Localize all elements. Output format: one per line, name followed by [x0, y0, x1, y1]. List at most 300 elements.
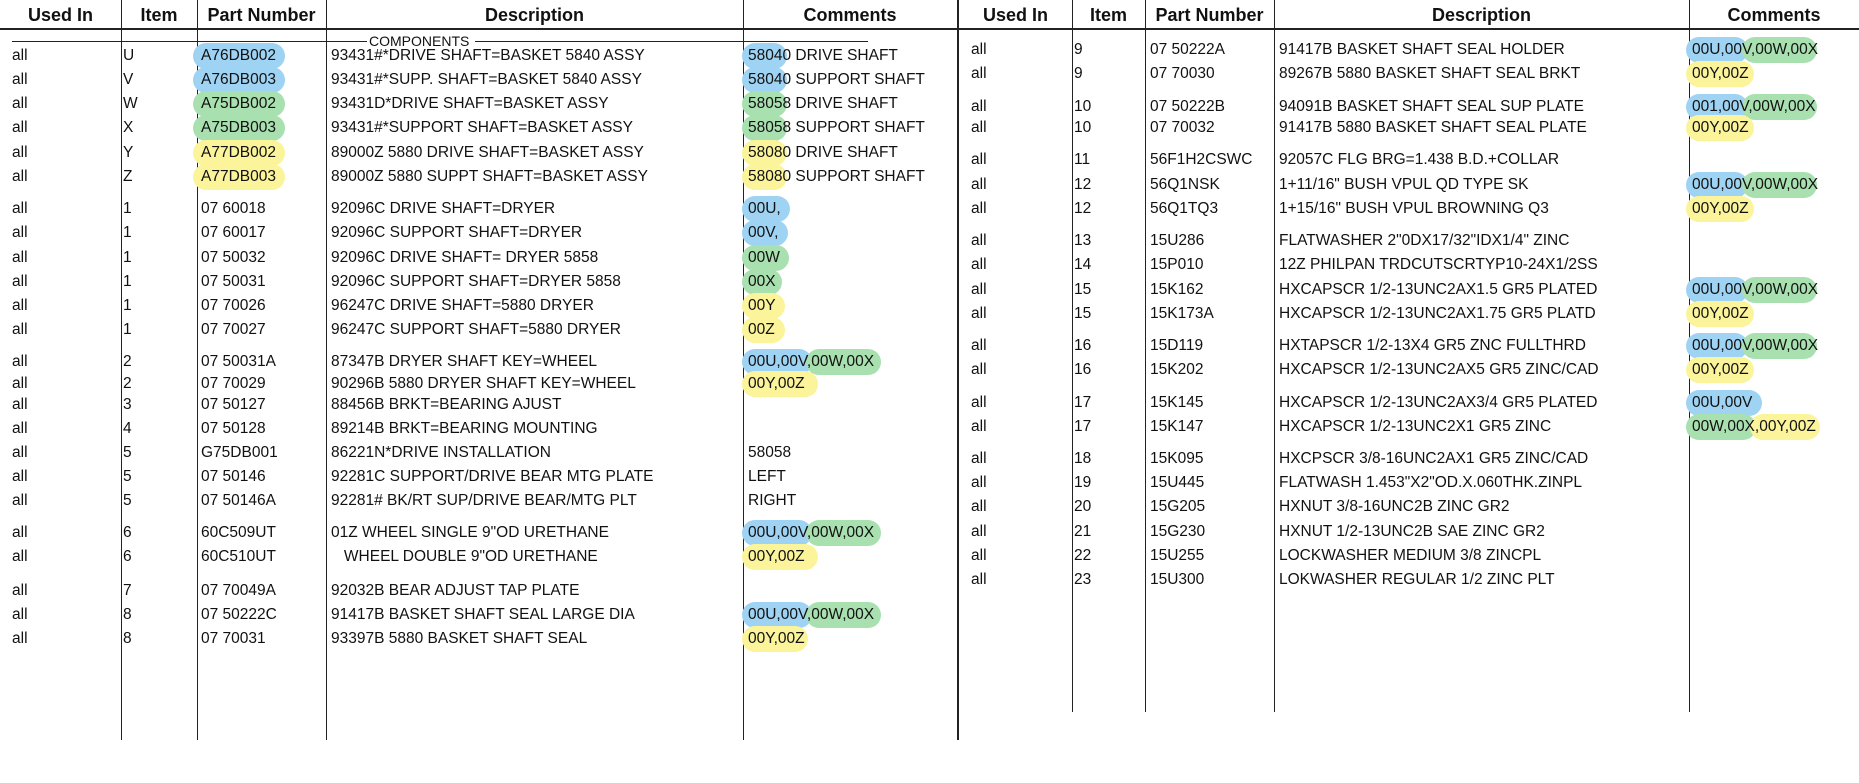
cell-used-in — [971, 391, 1066, 415]
cell-text: HXCAPSCR 1/2-13UNC2AX3/4 GR5 PLATED — [1279, 394, 1598, 411]
cell-text: all — [971, 337, 987, 354]
cell-text: 07 70032 — [1150, 119, 1215, 136]
cell-used-in — [971, 278, 1066, 302]
table-row — [0, 441, 957, 465]
cell-description — [331, 270, 741, 294]
cell-text: G75DB001 — [201, 444, 278, 461]
cell-description — [331, 579, 741, 603]
table-row — [0, 627, 957, 651]
cell-item — [1074, 62, 1142, 86]
cell-text: HXNUT 3/8-16UNC2B ZINC GR2 — [1279, 498, 1510, 515]
cell-used-in — [12, 92, 117, 116]
cell-text: 1 — [123, 273, 132, 290]
cell-description — [331, 521, 741, 545]
cell-text: 18 — [1074, 450, 1092, 467]
cell-part-number — [201, 294, 324, 318]
cell-used-in — [12, 318, 117, 342]
table-row — [959, 495, 1859, 519]
cell-text: 93431#*SUPPORT SHAFT=BASKET ASSY — [331, 119, 633, 136]
cell-text: 87347B DRYER SHAFT KEY=WHEEL — [331, 353, 598, 370]
cell-text: all — [12, 119, 28, 136]
cell-description — [331, 116, 741, 140]
cell-description — [1279, 229, 1687, 253]
cell-comments — [1692, 391, 1857, 415]
cell-text: HXCAPSCR 1/2-13UNC2AX1.75 GR5 PLATD — [1279, 305, 1596, 322]
cell-text: A75DB003 — [201, 119, 276, 136]
cell-used-in — [12, 68, 117, 92]
cell-text: 16 — [1074, 361, 1092, 378]
table-row — [0, 44, 957, 68]
cell-part-number — [1150, 391, 1273, 415]
cell-part-number — [1150, 197, 1273, 221]
cell-item — [123, 44, 195, 68]
cell-text: FLATWASHER 2"0DX17/32"IDX1/4" ZINC — [1279, 232, 1570, 249]
cell-text: 91417B BASKET SHAFT SEAL HOLDER — [1279, 41, 1565, 58]
cell-text: all — [12, 144, 28, 161]
cell-used-in — [971, 415, 1066, 439]
cell-text: 07 50222C — [201, 606, 277, 623]
cell-comments — [748, 197, 953, 221]
table-row — [959, 471, 1859, 495]
cell-text: 93397B 5880 BASKET SHAFT SEAL — [331, 630, 588, 647]
cell-text: 14 — [1074, 256, 1092, 273]
cell-text: 12 — [1074, 176, 1092, 193]
cell-text: all — [971, 361, 987, 378]
cell-description — [1279, 62, 1687, 86]
cell-text: all — [12, 548, 28, 565]
cell-text: all — [971, 450, 987, 467]
cell-comments — [748, 165, 953, 189]
cell-description — [331, 165, 741, 189]
cell-used-in — [12, 545, 117, 569]
cell-used-in — [12, 141, 117, 165]
cell-part-number — [201, 627, 324, 651]
cell-part-number — [201, 270, 324, 294]
cell-description — [1279, 358, 1687, 382]
cell-text: 3 — [123, 396, 132, 413]
cell-used-in — [971, 116, 1066, 140]
cell-text: 58080 DRIVE SHAFT — [748, 144, 898, 161]
cell-used-in — [971, 229, 1066, 253]
cell-text: all — [971, 256, 987, 273]
cell-used-in — [12, 116, 117, 140]
cell-comments — [1692, 358, 1857, 382]
table-row — [959, 197, 1859, 221]
cell-item — [1074, 544, 1142, 568]
cell-description — [1279, 495, 1687, 519]
parts-table-right — [959, 0, 1859, 712]
cell-text: 15U286 — [1150, 232, 1205, 249]
cell-text: 15 — [1074, 305, 1092, 322]
cell-text: 20 — [1074, 498, 1092, 515]
cell-text: all — [971, 281, 987, 298]
cell-used-in — [971, 334, 1066, 358]
cell-part-number — [201, 545, 324, 569]
cell-text: all — [12, 582, 28, 599]
cell-used-in — [971, 471, 1066, 495]
cell-text: 56Q1TQ3 — [1150, 200, 1219, 217]
cell-text: all — [971, 571, 987, 588]
cell-text: 07 50222B — [1150, 98, 1225, 115]
cell-description — [331, 141, 741, 165]
cell-text: 01Z WHEEL SINGLE 9"OD URETHANE — [331, 524, 609, 541]
cell-text: 96247C DRIVE SHAFT=5880 DRYER — [331, 297, 594, 314]
cell-text: all — [12, 47, 28, 64]
cell-text: X — [123, 119, 134, 136]
cell-used-in — [12, 627, 117, 651]
cell-text: A75DB002 — [201, 95, 276, 112]
cell-text: 15K147 — [1150, 418, 1204, 435]
cell-text: 9 — [1074, 41, 1083, 58]
cell-description — [1279, 197, 1687, 221]
cell-description — [331, 294, 741, 318]
cell-text: 17 — [1074, 394, 1092, 411]
cell-item — [1074, 334, 1142, 358]
cell-part-number — [1150, 173, 1273, 197]
cell-item — [1074, 495, 1142, 519]
cell-text: 07 70031 — [201, 630, 266, 647]
cell-text: A77DB002 — [201, 144, 276, 161]
cell-text: 86221N*DRIVE INSTALLATION — [331, 444, 551, 461]
table-row — [0, 603, 957, 627]
cell-part-number — [1150, 471, 1273, 495]
cell-text: 00U,00V,00W,00X — [1692, 281, 1819, 298]
cell-comments — [748, 221, 953, 245]
cell-used-in — [971, 148, 1066, 172]
cell-text: 91417B BASKET SHAFT SEAL LARGE DIA — [331, 606, 635, 623]
cell-comments — [748, 521, 953, 545]
cell-item — [1074, 471, 1142, 495]
cell-part-number — [1150, 447, 1273, 471]
cell-text: all — [971, 232, 987, 249]
cell-comments — [748, 441, 953, 465]
header-rule — [0, 28, 957, 30]
cell-text: 07 50031A — [201, 353, 276, 370]
cell-text: all — [971, 394, 987, 411]
cell-item — [123, 141, 195, 165]
cell-text: 07 50127 — [201, 396, 266, 413]
cell-text: 15G205 — [1150, 498, 1206, 515]
cell-text: 60C510UT — [201, 548, 276, 565]
cell-description — [331, 417, 741, 441]
cell-comments — [1692, 173, 1857, 197]
cell-used-in — [12, 197, 117, 221]
cell-used-in — [12, 221, 117, 245]
cell-comments — [1692, 197, 1857, 221]
table-row — [0, 393, 957, 417]
cell-part-number — [201, 579, 324, 603]
table-row — [959, 253, 1859, 277]
cell-text: all — [971, 41, 987, 58]
table-row — [959, 358, 1859, 382]
header-comments: Comments — [803, 5, 897, 25]
cell-part-number — [1150, 358, 1273, 382]
cell-item — [123, 393, 195, 417]
cell-text: HXCAPSCR 1/2-13UNC2AX5 GR5 ZINC/CAD — [1279, 361, 1599, 378]
cell-part-number — [1150, 520, 1273, 544]
header-description: Description — [1431, 5, 1532, 25]
cell-text: all — [12, 492, 28, 509]
cell-text: 07 50128 — [201, 420, 266, 437]
cell-comments — [748, 92, 953, 116]
cell-used-in — [12, 603, 117, 627]
cell-used-in — [12, 294, 117, 318]
cell-text: 00U, — [748, 200, 781, 217]
cell-item — [123, 197, 195, 221]
cell-part-number — [201, 68, 324, 92]
cell-part-number — [201, 521, 324, 545]
cell-used-in — [12, 465, 117, 489]
cell-description — [1279, 38, 1687, 62]
cell-text: 1 — [123, 249, 132, 266]
cell-part-number — [201, 92, 324, 116]
cell-text: 10 — [1074, 98, 1092, 115]
cell-text: RIGHT — [748, 492, 797, 509]
cell-part-number — [1150, 116, 1273, 140]
header-item: Item — [1089, 5, 1127, 25]
cell-description — [331, 350, 741, 374]
table-row — [959, 173, 1859, 197]
cell-comments — [748, 294, 953, 318]
cell-text: 07 60018 — [201, 200, 266, 217]
table-row — [0, 465, 957, 489]
cell-item — [123, 579, 195, 603]
cell-comments — [748, 318, 953, 342]
cell-description — [1279, 520, 1687, 544]
cell-text: all — [12, 200, 28, 217]
cell-text: HXCAPSCR 1/2-13UNC2X1 GR5 ZINC — [1279, 418, 1552, 435]
cell-text: all — [12, 375, 28, 392]
cell-part-number — [1150, 278, 1273, 302]
cell-used-in — [971, 197, 1066, 221]
cell-text: 00V, — [748, 224, 779, 241]
table-row — [0, 141, 957, 165]
cell-text: 07 60017 — [201, 224, 266, 241]
cell-description — [331, 68, 741, 92]
cell-text: 15D119 — [1150, 337, 1204, 354]
cell-text: all — [12, 524, 28, 541]
cell-item — [1074, 229, 1142, 253]
cell-used-in — [971, 253, 1066, 277]
cell-used-in — [12, 489, 117, 513]
cell-description — [331, 246, 741, 270]
cell-text: 21 — [1074, 523, 1092, 540]
cell-item — [123, 603, 195, 627]
header-item: Item — [140, 5, 178, 25]
cell-description — [331, 545, 741, 569]
cell-text: all — [971, 200, 987, 217]
header-description: Description — [484, 5, 585, 25]
table-row — [959, 447, 1859, 471]
cell-description — [331, 489, 741, 513]
cell-comments — [1692, 278, 1857, 302]
cell-text: 001,00V,00W,00X — [1692, 98, 1816, 115]
cell-description — [1279, 302, 1687, 326]
cell-text: 56Q1NSK — [1150, 176, 1220, 193]
cell-text: 2 — [123, 353, 132, 370]
cell-item — [1074, 415, 1142, 439]
header-part-number: Part Number — [1155, 5, 1264, 25]
cell-text: 7 — [123, 582, 132, 599]
cell-text: all — [12, 353, 28, 370]
cell-text: all — [971, 474, 987, 491]
cell-text: all — [12, 71, 28, 88]
cell-text: 07 50031 — [201, 273, 266, 290]
cell-text: 00U,00V — [1692, 394, 1753, 411]
cell-text: A77DB003 — [201, 168, 276, 185]
cell-text: all — [12, 606, 28, 623]
cell-text: U — [123, 47, 135, 64]
cell-comments — [1692, 415, 1857, 439]
cell-text: 00Y,00Z — [1692, 305, 1749, 322]
cell-part-number — [201, 465, 324, 489]
cell-description — [331, 393, 741, 417]
cell-used-in — [971, 62, 1066, 86]
cell-comments — [748, 141, 953, 165]
cell-text: all — [971, 119, 987, 136]
cell-text: 89000Z 5880 DRIVE SHAFT=BASKET ASSY — [331, 144, 644, 161]
cell-item — [123, 417, 195, 441]
table-row — [0, 294, 957, 318]
cell-part-number — [1150, 253, 1273, 277]
cell-item — [1074, 520, 1142, 544]
cell-comments — [1692, 38, 1857, 62]
cell-text: 5 — [123, 492, 132, 509]
cell-text: 12 — [1074, 200, 1092, 217]
table-row — [0, 489, 957, 513]
cell-text: 15K162 — [1150, 281, 1204, 298]
cell-description — [1279, 471, 1687, 495]
cell-text: 8 — [123, 606, 132, 623]
cell-text: all — [12, 630, 28, 647]
cell-item — [123, 627, 195, 651]
cell-part-number — [201, 44, 324, 68]
cell-text: HXNUT 1/2-13UNC2B SAE ZINC GR2 — [1279, 523, 1545, 540]
table-row — [959, 38, 1859, 62]
table-row — [959, 116, 1859, 140]
dash-rule — [475, 41, 868, 42]
cell-item — [1074, 278, 1142, 302]
cell-text: all — [12, 321, 28, 338]
cell-part-number — [1150, 544, 1273, 568]
cell-item — [1074, 38, 1142, 62]
cell-comments — [748, 489, 953, 513]
table-row — [0, 270, 957, 294]
cell-text: all — [12, 468, 28, 485]
cell-text: 1 — [123, 200, 132, 217]
cell-text: 92096C SUPPORT SHAFT=DRYER — [331, 224, 583, 241]
cell-used-in — [971, 173, 1066, 197]
cell-text: 00W — [748, 249, 780, 266]
cell-comments — [748, 44, 953, 68]
cell-text: 00Y,00Z — [1692, 119, 1749, 136]
cell-text: 92281# BK/RT SUP/DRIVE BEAR/MTG PLT — [331, 492, 637, 509]
cell-used-in — [12, 350, 117, 374]
cell-description — [1279, 334, 1687, 358]
cell-text: 13 — [1074, 232, 1092, 249]
cell-used-in — [12, 579, 117, 603]
cell-text: 00W,00X,00Y,00Z — [1692, 418, 1816, 435]
cell-item — [1074, 253, 1142, 277]
cell-text: 93431#*DRIVE SHAFT=BASKET 5840 ASSY — [331, 47, 645, 64]
cell-text: 92096C DRIVE SHAFT=DRYER — [331, 200, 556, 217]
cell-part-number — [1150, 334, 1273, 358]
table-row — [0, 545, 957, 569]
cell-comments — [1692, 62, 1857, 86]
cell-text: 89267B 5880 BASKET SHAFT SEAL BRKT — [1279, 65, 1581, 82]
cell-part-number — [201, 417, 324, 441]
cell-part-number — [1150, 38, 1273, 62]
cell-comments — [748, 68, 953, 92]
cell-item — [123, 270, 195, 294]
cell-item — [1074, 358, 1142, 382]
cell-text: 07 70029 — [201, 375, 266, 392]
cell-item — [123, 489, 195, 513]
cell-text: 00Y,00Z — [748, 548, 805, 565]
cell-part-number — [201, 489, 324, 513]
cell-comments — [748, 627, 953, 651]
cell-text: 00Z — [748, 321, 775, 338]
cell-text: 92281C SUPPORT/DRIVE BEAR MTG PLATE — [331, 468, 654, 485]
cell-item — [123, 221, 195, 245]
cell-text: 16 — [1074, 337, 1092, 354]
cell-text: 58040 DRIVE SHAFT — [748, 47, 898, 64]
cell-used-in — [971, 38, 1066, 62]
cell-text: WHEEL DOUBLE 9"OD URETHANE — [331, 548, 598, 565]
cell-text: 07 70026 — [201, 297, 266, 314]
cell-part-number — [201, 393, 324, 417]
cell-description — [1279, 116, 1687, 140]
cell-part-number — [201, 246, 324, 270]
cell-text: all — [12, 273, 28, 290]
cell-used-in — [12, 521, 117, 545]
cell-text: all — [12, 444, 28, 461]
cell-item — [123, 465, 195, 489]
cell-text: 58040 SUPPORT SHAFT — [748, 71, 925, 88]
cell-part-number — [201, 197, 324, 221]
cell-part-number — [201, 603, 324, 627]
cell-text: 89000Z 5880 SUPPT SHAFT=BASKET ASSY — [331, 168, 648, 185]
cell-text: all — [12, 420, 28, 437]
table-row — [0, 92, 957, 116]
cell-part-number — [201, 221, 324, 245]
cell-text: 00X — [748, 273, 776, 290]
cell-text: 07 50146A — [201, 492, 276, 509]
cell-text: 00U,00V,00W,00X — [1692, 337, 1819, 354]
cell-text: 07 70030 — [1150, 65, 1215, 82]
cell-description — [1279, 253, 1687, 277]
cell-text: 92096C DRIVE SHAFT= DRYER 5858 — [331, 249, 599, 266]
cell-text: FLATWASH 1.453"X2"OD.X.060THK.ZINPL — [1279, 474, 1583, 491]
cell-text: 15K095 — [1150, 450, 1204, 467]
cell-text: 00Y,00Z — [1692, 361, 1749, 378]
cell-used-in — [12, 417, 117, 441]
table-row — [0, 246, 957, 270]
cell-text: all — [12, 95, 28, 112]
header-used-in: Used In — [27, 5, 93, 25]
cell-text: 2 — [123, 375, 132, 392]
cell-text: all — [971, 151, 987, 168]
cell-used-in — [12, 441, 117, 465]
table-row — [959, 568, 1859, 592]
cell-item — [123, 350, 195, 374]
cell-text: 07 70049A — [201, 582, 276, 599]
cell-text: 07 50146 — [201, 468, 266, 485]
cell-description — [1279, 391, 1687, 415]
cell-comments — [748, 545, 953, 569]
cell-text: 91417B 5880 BASKET SHAFT SEAL PLATE — [1279, 119, 1587, 136]
cell-text: Y — [123, 144, 134, 161]
